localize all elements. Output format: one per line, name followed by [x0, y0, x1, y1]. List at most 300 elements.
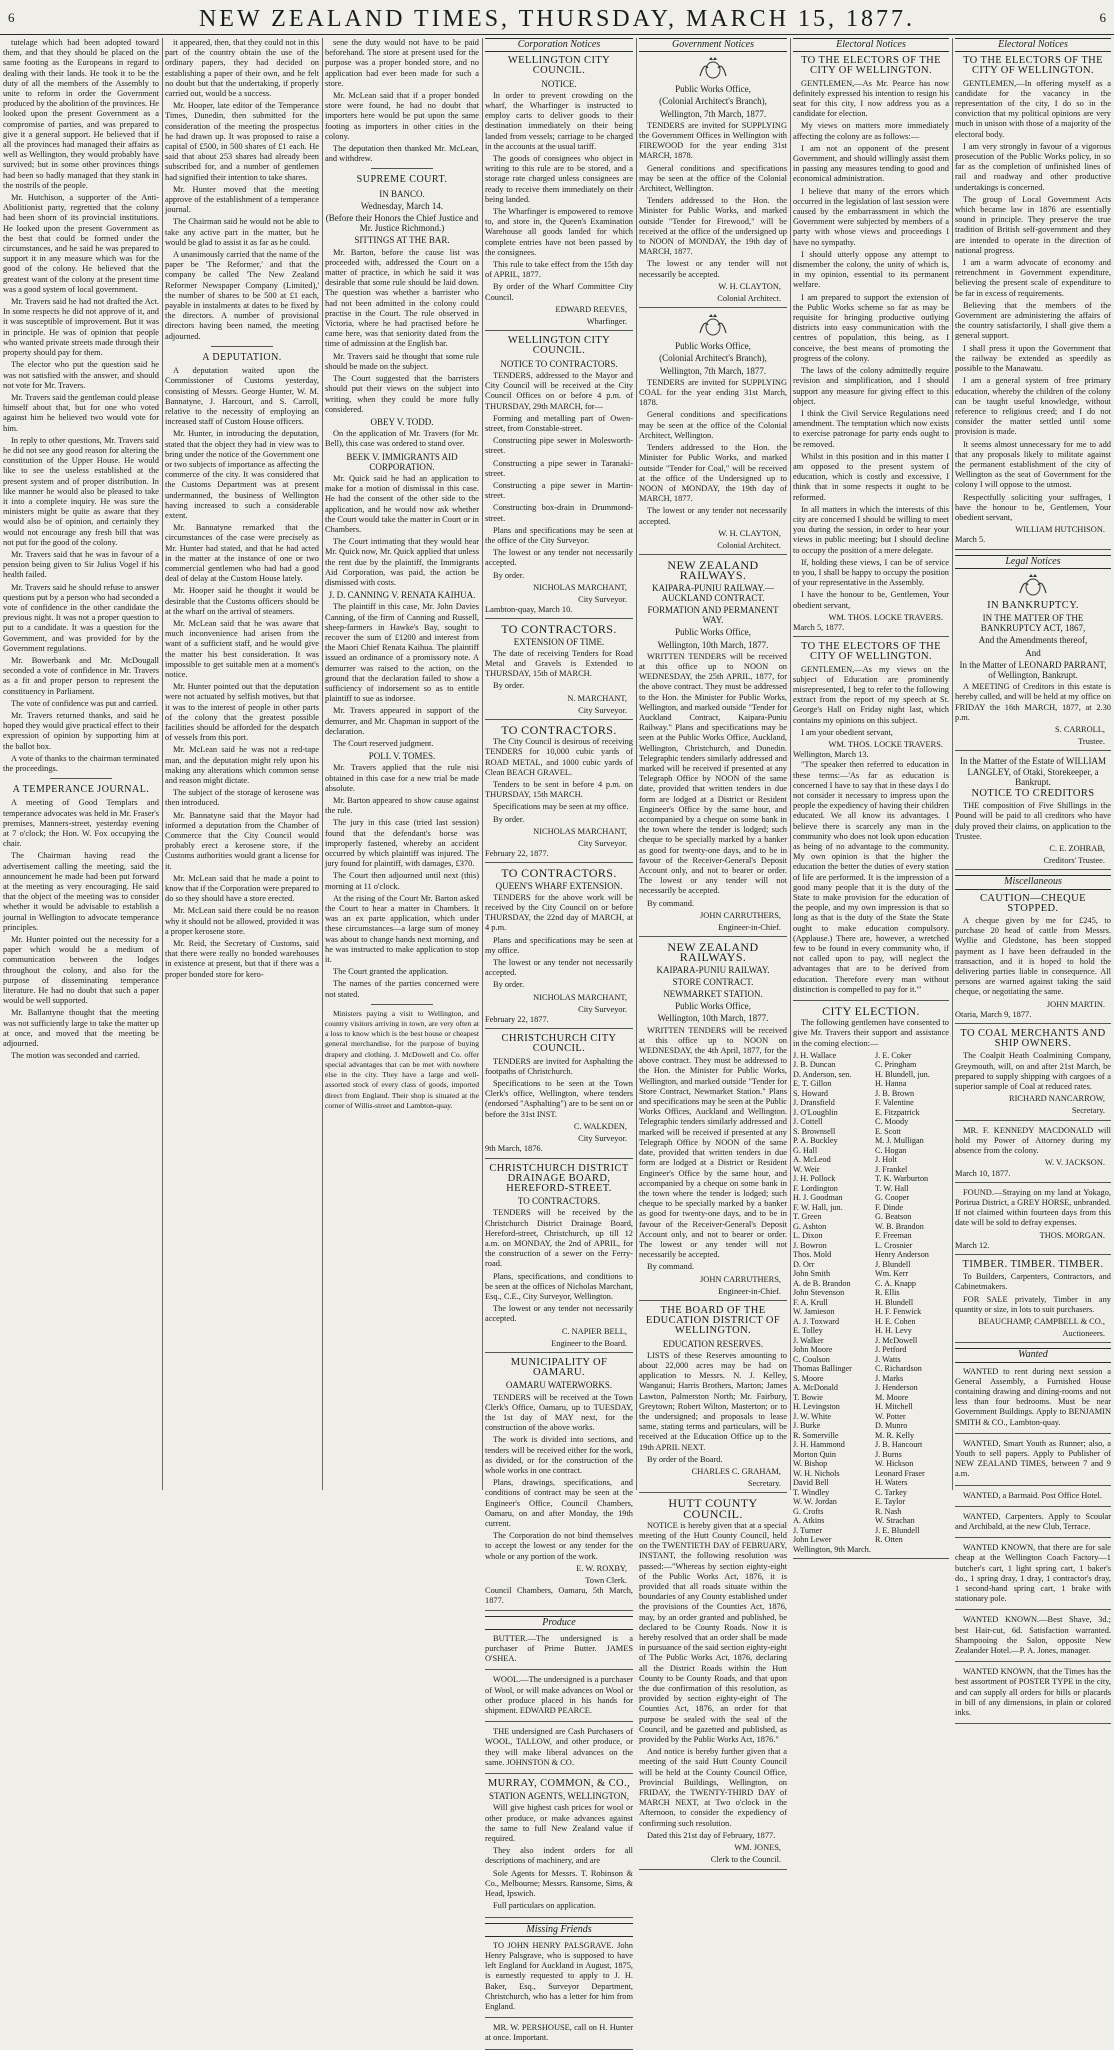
supporter-name: M. R. Kelly: [875, 1430, 915, 1440]
notice-paragraph: I am very strongly in favour of a vigorous prosecution of the Public Works policy, in so far as the completion of unfinished lines of rail and roadway and other productive undertakings is concerned.: [955, 141, 1111, 192]
article-paragraph: it appeared, then, that they could not in this part of the country obtain the use of the ordinary papers, they had decided on establishing a paper of their own, and he felt no doubt but that the undertaking, if properly carried out, would be a success.: [165, 38, 319, 99]
article-paragraph: Mr. Travers said he had not drafted the Act. In some respects he did not approve of it, and it was susceptible of improvement. But it was in principle. He was of opinion that people who wanted private streets made through their property should pay for them.: [3, 297, 159, 358]
supporter-name: F. Valentine: [875, 1098, 914, 1108]
article-paragraph: Mr. Travers said that he was in favour of a pension being given to Sir Julius Vogel if his health failed.: [3, 549, 159, 580]
notice-subtitle: KAIPARA-PUNIU RAILWAY.—AUCKLAND CONTRACT.: [651, 582, 774, 603]
supporter-name: D. Orr: [793, 1259, 815, 1269]
notice-paragraph: Respectfully soliciting your suffrages, I have the honour to be, Gentlemen, Your obedient servant,: [955, 492, 1111, 522]
notice-header: Public Works Office,: [675, 84, 751, 95]
supporter-name: R. Ellis: [875, 1288, 900, 1298]
signature-title: City Surveyor.: [578, 705, 627, 715]
article-paragraph: Mr. Travers said he should refuse to answer questions put by a person who had seconded a vote of confidence in the other candidate the previous night. It was not a proper question to put to a candidate. It was a question for the Government, and was provided for by the Government regulations.: [3, 582, 159, 653]
notice-paragraph: Specifications may be seen at my office.: [493, 802, 629, 812]
article-paragraph: The Court suggested that the barristers should put their views on the subject into writing, when they could be more fully considered.: [325, 374, 479, 414]
signature-title: Town Clerk.: [585, 1576, 627, 1586]
ad-text: WANTED, Carpenters. Apply to Scoular and Archibald, at the new Club, Terrace.: [955, 1511, 1111, 1531]
notice-paragraph: I shall press it upon the Government that the railway be extended as speedily as possible to the Manawatu.: [955, 343, 1111, 374]
supporter-name: T. Windley: [793, 1487, 830, 1497]
notice-paragraph: The lowest or any tender not necessarily accepted.: [485, 1304, 633, 1324]
supporter-name: C. Pringham: [875, 1060, 917, 1070]
article-paragraph: Mr. Barton, before the cause list was proceeded with, addressed the Court on a matter of practice, in which he said it was desirable that some rule should be laid down. The question was whether a barrister who had not been admitted in the colony could practise in the Court. The rule observed in Victoria, where he had practised before he came here, was that seniority dated from the time of admission at the English bar.: [325, 247, 479, 349]
page-number-right: 6: [1099, 10, 1106, 25]
notice-date: Wellington, 9th March.: [793, 1544, 871, 1554]
article-paragraph: The Chairman said he would not be able to take any active part in the matter, but he would be glad to assist it as far as he could.: [165, 217, 319, 247]
notice-paragraph: The lowest or any tender not necessarily accepted.: [639, 506, 787, 526]
notice-paragraph: General conditions and specifications may be seen at the office of the Colonial Architect, Wellington.: [639, 163, 787, 194]
divider: [371, 1004, 433, 1005]
notice-title: CHRISTCHURCH DISTRICT DRAINAGE BOARD, HEREFORD-STREET.: [489, 1162, 629, 1194]
signature-title: Engineer-in-Chief.: [718, 1286, 781, 1296]
notice-title: NEW ZEALAND RAILWAYS.: [667, 940, 759, 965]
case-title: POLL V. TOMES.: [368, 751, 436, 762]
notice-paragraph: Plans, specifications, and conditions to be seen at the offices of Nicholas Marchant, Esq., C.E., City Surveyor, Wellington.: [485, 1271, 633, 1301]
notice-paragraph: This rule to take effect from the 15th day of APRIL, 1877.: [485, 260, 633, 280]
supporter-name: G. Cooper: [875, 1193, 910, 1203]
supporter-name: T. W. Hall: [875, 1183, 909, 1193]
notice-header: Public Works Office,: [675, 627, 751, 638]
article-subheading: IN BANCO.: [379, 188, 425, 199]
supporter-name: H. E. Cohen: [875, 1316, 916, 1326]
wanted-ad: [955, 1615, 1111, 1662]
notice-subtitle: NOTICE.: [541, 78, 577, 89]
notice-title: MUNICIPALITY OF OAMARU.: [510, 1356, 608, 1379]
supporter-list: [793, 1051, 949, 1545]
notice-paragraph: By order of the Wharf Committee City Council.: [485, 282, 633, 302]
notice-header: (Colonial Architect's Branch),: [659, 353, 767, 364]
notice-paragraph: The group of Local Government Acts which became law in 1876 are essentially sound in principle. They preserve the true tradition of British self-government and they are intended to operate in the direction of national progress.: [955, 194, 1111, 255]
notice-paragraph: The lowest or any tender will not necessarily be accepted.: [639, 259, 787, 279]
section-header: Electoral Notices: [793, 38, 949, 52]
article-paragraph: Mr. Barton appeared to show cause against the rule.: [325, 796, 479, 816]
notice-subtitle: KAIPARA-PUNIU RAILWAY.: [656, 964, 770, 975]
supporter-name: H. Levingston: [793, 1402, 840, 1412]
supporter-name: S. Brownsell: [793, 1126, 836, 1136]
supporter-name: W. Potter: [875, 1411, 906, 1421]
notice-title: TIMBER. TIMBER. TIMBER.: [962, 1258, 1104, 1270]
column-1: [0, 38, 162, 1490]
supporter-name: D. Anderson, sen.: [793, 1069, 852, 1079]
notice-date: March 5, 1877.: [793, 622, 845, 632]
supporter-column: [793, 1051, 867, 1545]
notice-subtitle: EDUCATION RESERVES.: [662, 1338, 764, 1349]
signature: C. WALKDEN,: [573, 1121, 627, 1131]
notice-title: TO CONTRACTORS.: [501, 722, 617, 737]
notice-extension: [485, 624, 633, 720]
notice-date: Lambton-quay, March 10.: [485, 605, 573, 615]
notice-paragraph: I am not an opponent of the present Government, and should willingly assist them in passing any measures tending to good and economical administration.: [793, 143, 949, 184]
notice-date: Wellington, 10th March, 1877.: [657, 1013, 769, 1024]
notice-date: 9th March, 1876.: [485, 1144, 543, 1154]
royal-crest-icon: [696, 313, 730, 339]
signature-title: City Surveyor.: [578, 1004, 627, 1014]
notice-date: February 22, 1877.: [485, 849, 549, 859]
supporter-name: J. W. White: [793, 1411, 832, 1421]
notice-paragraph: A MEETING of Creditors in this estate is hereby called, and will be held at my office on FRIDAY the 16th MARCH, 1877, at 2.30 p.m.: [955, 682, 1111, 722]
supporter-name: G. Beatson: [875, 1212, 912, 1222]
supporter-name: J. H. Wallace: [793, 1050, 837, 1060]
ad-text: WANTED, Smart Youth as Runner; also, a Youth to sell papers. Apply to Publisher of NEW ZEALAND TIMES, between 7 and 9 a.m.: [955, 1438, 1111, 1479]
notice-paragraph: I am prepared to support the extension of the Public Works scheme so far as may be requisite for bringing productive outlying districts into easy communication with the centres of population, this being, as I conceive, the best means of promoting the progress of the colony.: [793, 292, 949, 363]
signature: C. NAPIER BELL,: [561, 1326, 627, 1336]
supporter-name: C. Richardson: [875, 1364, 922, 1374]
city-election-supporters: [793, 1006, 949, 1559]
signature: C. E. ZOHRAB,: [1049, 844, 1105, 854]
electoral-education-travers: [793, 642, 949, 1001]
supporter-name: David Bell: [793, 1478, 829, 1488]
notice-paragraph: TENDERS are invited for SUPPLYING COAL for the year ending 31st March, 1878.: [639, 377, 787, 408]
ad-subtitle: STATION AGENTS, WELLINGTON,: [489, 1791, 629, 1802]
notice-date: March 12.: [955, 1240, 990, 1250]
article-paragraph: Mr. Ballantyne thought that the meeting was not sufficiently large to take the matter up at once, and moved that the meeting be adjourned.: [3, 1008, 159, 1049]
notice-title: TO COAL MERCHANTS AND SHIP OWNERS.: [960, 1028, 1106, 1050]
signature: JOHN CARRUTHERS,: [700, 910, 781, 920]
ad-text: THE undersigned are Cash Purchasers of WOOL, TALLOW, and other produce, or they will make liberal advances on the same. JOHNSTON & CO.: [485, 1727, 633, 1767]
supporter-name: R. Otten: [875, 1535, 903, 1545]
notice-paragraph: WRITTEN TENDERS will be received at this office up to NOON on WEDNESDAY, the 25th APRIL, 1877, for the above contract. They must be addressed to the Hon. the Minister for Public Works, Wellington, and marked outside "Tender for Auckland Contract, Kaipara-Puniu Railway." Plans and specifications may be seen at the Public Works Office, Auckland, Wellington, Christchurch, and Dunedin. Telegraphic tenders similarly addressed and marked will be received if presented at any Telegraph Office by NOON of the same date, provided that written tenders in due form are lodged at a District or Resident Engineer's Office by the same hour, and accompanied by a cheque on some bank in the town where the tender is lodged; such cheque to be specially marked by a banker as good for twenty-one days, and to be in favour of the Receiver-General's Deposit Account only, and not to bearer or order. The lowest or any tender will not necessarily be accepted.: [639, 651, 787, 896]
supporter-name: J. Blundell: [875, 1259, 911, 1269]
notice-paragraph: By order.: [493, 570, 525, 580]
notice-railway-auckland: [639, 560, 787, 937]
article-paragraph: Mr. Bannatyne remarked that the circumstances of the case were precisely as Mr. Hunter had stated, and that he had acted in the matter at the instance of one or two commercial gentlemen who had had a good deal of delay at the Custom House lately.: [165, 523, 319, 584]
supporter-name: M. Moore: [875, 1392, 909, 1402]
notice-date: March 5.: [955, 535, 986, 545]
supporter-name: L. Crosnier: [875, 1240, 913, 1250]
notice-paragraph: Believing that the members of the Government are administering the affairs of the country satisfactorily, I shall give them a general support.: [955, 300, 1111, 341]
signature-title: City Surveyor.: [578, 839, 627, 849]
royal-crest-icon: [696, 56, 730, 82]
supporter-name: E. Tolley: [793, 1326, 823, 1336]
article-paragraph: The Court reserved judgment.: [333, 739, 434, 748]
supporter-name: A. J. Toxward: [793, 1316, 840, 1326]
article-paragraph: A deputation waited upon the Commissioner of Customs yesterday, consisting of Messrs. George Hunter, W. M. Bannatyne, J. Harcourt, and S. Carroll, relative to the necessity of employing an increased staff of Custom House officers.: [165, 366, 319, 427]
notice-title: NEW ZEALAND RAILWAYS.: [667, 558, 759, 583]
supporter-name: R. Somerville: [793, 1430, 839, 1440]
article-paragraph: Mr. Quick said he had an application to make for a motion of dismissal in this case. He had the consent of the other side to the application, and he would now ask whether the Court would take the matter in Court or in Chambers.: [325, 473, 479, 534]
supporter-name: J. B. Brown: [875, 1088, 915, 1098]
column-3: [322, 38, 482, 1490]
signature-title: Secretary.: [1071, 1106, 1105, 1116]
notice-subtitle: FORMATION AND PERMANENT WAY.: [647, 604, 779, 626]
wanted-ad: [955, 1439, 1111, 1486]
notice-paragraph: By order.: [493, 980, 525, 990]
signature-title: Engineer to the Board.: [551, 1338, 627, 1348]
notice-paragraph: By order.: [493, 681, 525, 691]
supporter-name: John Lewer: [793, 1535, 832, 1545]
supporter-name: J. Cottell: [793, 1117, 823, 1127]
signature-title: Secretary.: [747, 1479, 781, 1489]
signature: W. H. CLAYTON,: [718, 528, 781, 538]
article-paragraph: The plaintiff in this case, Mr. John Davies Canning, of the firm of Canning and Russell, sheep-farmers in Hawke's Bay, sought to recover the sum of £1200 and interest from the Maori Chief Renata Kaihua. The plaintiff issued an ordinance of a promissory note. A demurrer was raised to the action, on the ground that the declaration failed to show a sufficiency of indorsement so as to entitle plaintiff to sue as indorsee.: [325, 602, 479, 704]
signature: NICHOLAS MARCHANT,: [533, 992, 627, 1002]
signature: E. W. ROXBY,: [576, 1563, 627, 1573]
notice-title: TO CONTRACTORS.: [501, 866, 617, 881]
electoral-address-travers: [793, 56, 949, 637]
misc-cheque-stopped: [955, 894, 1111, 1024]
article-heading: A TEMPERANCE JOURNAL.: [12, 784, 150, 796]
column-7: [952, 38, 1114, 1718]
notice-paragraph: FOR SALE privately, Timber in any quantity or size, in lots to suit purchasers.: [955, 1294, 1111, 1314]
article-subheading: (Before their Honors the Chief Justice and Mr. Justice Richmond.): [325, 213, 479, 234]
notice-subtitle: IN THE MATTER OF THE BANKRUPTCY ACT, 1867,: [980, 612, 1086, 634]
notice-paragraph: By command.: [647, 1262, 694, 1272]
signature-title: City Surveyor.: [578, 594, 627, 604]
supporter-name: W. Strachan: [875, 1516, 915, 1526]
notice-paragraph: Tenders addressed to the Hon. the Minister for Public Works, and marked outside "Tender for Firewood," will be received at the office of the undersigned up to NOON of MONDAY, the 19th day of MARCH, 1877.: [639, 196, 787, 257]
supporter-name: F. Freeman: [875, 1231, 912, 1241]
article-paragraph: A vote of thanks to the chairman terminated the proceedings.: [3, 753, 159, 774]
notice-title: HUTT COUNTY COUNCIL.: [668, 1496, 758, 1521]
signature: JOHN CARRUTHERS,: [700, 1274, 781, 1284]
signature: NICHOLAS MARCHANT,: [533, 582, 627, 592]
notice-paragraph: Specifications to be seen at the Town Clerk's office, Wellington, where tenders (endorsed "Asphalting") are to be sent on or before the 31st INST.: [485, 1079, 633, 1119]
notice-paragraph: And notice is hereby further given that a meeting of the said Hutt County Council will be held at the County Council Office, Provincial Buildings, Wellington, on FRIDAY, the TWENTY-THIRD DAY of MARCH NEXT, at Two o'clock in the Afternoon, to consider the expediency of confirming such resolution.: [639, 1747, 787, 1828]
legal-bankruptcy: [955, 573, 1111, 752]
supporter-name: S. Moore: [793, 1373, 824, 1383]
notice-paragraph: WRITTEN TENDERS will be received at this office up to NOON on WEDNESDAY, the 4th April, 1877, for the above contract. They must be addressed to the Hon. the Minister for Public Works, Wellington, and marked outside "Tender for Store Contract, Newmarket Station." Plans and specifications may be seen at the Public Works Offices, Auckland and Wellington. Telegraphic tenders similarly addressed and marked will be received if presented at any Telegraph Office by NOON of the same date, provided that written tenders in due form are lodged at a District or Resident Engineer's Office by the same hour, and accompanied by a cheque on some bank in the town where the tender is lodged; such cheque to be specially marked by a banker as good for twenty-one days, and to be in favour of the Receiver-General's Deposit Account only, and not to bearer or order. The lowest or any tender will not necessarily be accepted.: [639, 1025, 787, 1260]
notice-oamaru: [485, 1358, 633, 1611]
article-paragraph: Mr. Travers said the gentleman could please himself about that, but for one who voted against him he believed two would vote for him.: [3, 392, 159, 433]
notice-title: CHRISTCHURCH CITY COUNCIL.: [501, 1033, 617, 1055]
notice-paragraph: Constructing box-drain in Drummond-street.: [485, 503, 633, 523]
article-paragraph: The Court then adjourned until next (this) morning at 11 o'clock.: [325, 871, 479, 891]
notice-title: TO THE ELECTORS OF THE CITY OF WELLINGTON.: [801, 55, 941, 77]
notice-paragraph: Plans and specifications may be seen at my office.: [485, 935, 633, 955]
advertising-note: Ministers paying a visit to Wellington, and country visitors arriving in town, are very often at a loss to know which is the best house or cheapest general merchandise, for the purpose of buying drapery and clothing. J. McDowell and Co. offer special advantages that can be met with nowhere else in the city. They have a large and well-assorted stock of every class of goods, imported direct from England. Their shop is situated at the corner of Willis-street and Lambton-quay.: [325, 1008, 479, 1110]
notice-paragraph: GENTLEMEN,—As Mr. Pearce has now definitely expressed his intention to resign his seat for this city, I now address you as a candidate for election.: [793, 78, 949, 119]
notice-paragraph: I am a general system of free primary education, whereby the children of the colony can be taught useful knowledge, without reference to religious creed; and I do not consider the matter settled until some provision is made.: [955, 376, 1111, 437]
notice-date: Wellington, 7th March, 1877.: [659, 108, 767, 119]
ad-text: WANTED to rent during next session a General Assembly, a Furnished House containing drawing and dining-rooms and not less than four bedrooms. Must be near Government Buildings. Apply to BENJAMIN SMITH & CO., Lambton-quay.: [955, 1366, 1111, 1427]
notice-title: THE BOARD OF THE EDUCATION DISTRICT OF WELLINGTON.: [645, 1304, 781, 1337]
divider: [371, 168, 433, 169]
notice-title: IN BANKRUPTCY.: [987, 599, 1079, 611]
notice-paragraph: In all matters in which the interests of this city are concerned I should be willing to meet you during the session, in order to hear your views in public meeting; but I should decline to occupy the position of a mere delegate.: [793, 504, 949, 555]
article-paragraph: Mr. Travers returned thanks, and said he hoped they would give practical effect to their expression of opinion by supporting him at the ballot box.: [3, 711, 159, 751]
signature: BEAUCHAMP, CAMPBELL & CO.,: [978, 1316, 1105, 1326]
supporter-name: W. Hickson: [875, 1459, 914, 1469]
case-title: OBEY V. TODD.: [370, 416, 434, 427]
notice-coal: [639, 313, 787, 555]
notice-drainage-board: [485, 1164, 633, 1353]
notice-paragraph: By order.: [493, 814, 525, 824]
supporter-name: Leonard Fraser: [875, 1468, 925, 1478]
supporter-name: P. A. Buckley: [793, 1136, 838, 1146]
supporter-name: A. McDonald: [793, 1383, 839, 1393]
article-paragraph: The motion was seconded and carried.: [11, 1051, 140, 1061]
notice-paragraph: TENDERS for the above work will be received by the City Council on or before THURSDAY, the 22nd day of MARCH, at 4 p.m.: [485, 892, 633, 933]
notice-paragraph: I should utterly oppose any attempt to dismember the colony, the unity of which is, in my opinion, essential to its permanent welfare.: [793, 249, 949, 290]
notice-paragraph: The work is divided into sections, and tenders will be received either for the work, as divided, or for the construction of the whole works in one contract.: [485, 1435, 633, 1475]
notice-paragraph: Constructing pipe sewer in Molesworth-street.: [485, 436, 633, 456]
signature: JOHN MARTIN.: [1046, 999, 1105, 1009]
electoral-address-hutchison: [955, 56, 1111, 549]
article-paragraph: Mr. McLean said that he was aware that much inconvenience had arisen from the want of a sufficient staff, and he would give the matter his best consideration. It was impossible to get suitable men at a moment's notice.: [165, 618, 319, 679]
wanted-ad: [955, 1512, 1111, 1538]
notice-title: CAUTION—CHEQUE STOPPED.: [980, 892, 1086, 914]
notice-paragraph: TENDERS are invited for SUPPLYING the Government Offices in Wellington with FIREWOOD for the year ending 31st MARCH, 1878.: [639, 120, 787, 161]
notice-paragraph: Whilst in this position and in this matter I am opposed to the present system of education, which is costly and excessive, I think that in some respects it ought to be reformed.: [793, 451, 949, 502]
article-paragraph: The elector who put the question said he was not satisfied with the answer, and should not vote for Mr. Travers.: [3, 360, 159, 390]
article-paragraph: The jury in this case (tried last session) found that the defendant's horse was improperly fastened, whereby an accident occurred by which plaintiff was injured. The jury found for plaintiff, with damages, £370.: [325, 818, 479, 869]
supporter-name: G. Crofts: [793, 1506, 824, 1516]
notice-date: March 10, 1877.: [955, 1168, 1011, 1178]
supporter-name: A. de B. Brandon: [793, 1278, 851, 1288]
notice-header: (Colonial Architect's Branch),: [659, 96, 767, 107]
notice-paragraph: Tenders addressed to the Hon. the Minister for Public Works, and marked outside "Tender for Coal," will be received at the office of the Undersigned up to NOON of MONDAY, the 19th day of MARCH, 1877.: [639, 443, 787, 504]
ad-text: MR. W. PERSHOUSE, call on H. Hunter at once. Important.: [485, 2023, 633, 2043]
supporter-name: C. Moody: [875, 1117, 909, 1127]
supporter-name: John Smith: [793, 1269, 831, 1279]
supporter-name: J. Frankel: [875, 1164, 908, 1174]
notice-date: Wellington, 7th March, 1877.: [659, 365, 767, 376]
ad-cash-purchasers: [485, 1727, 633, 1774]
notice-date: Wellington, March 13.: [793, 750, 869, 760]
ad-title: MURRAY, COMMON, & CO.,: [487, 1778, 631, 1790]
notice-subtitle: STORE CONTRACT.: [672, 976, 754, 987]
article-paragraph: Mr. Bowerbank and Mr. McDougall seconded a vote of confidence in Mr. Travers as a fit and proper person to represent the constituency in Parliament.: [3, 655, 159, 696]
notice-paragraph: In order to prevent crowding on the wharf, the Wharfinger is instructed to employ carts to deliver goods to their destination immediately on their being landed from vessels; carriage to be charged in the accounts at the usual tariff.: [485, 90, 633, 151]
article-paragraph: Mr. Hunter, in introducing the deputation, stated that the object they had in view was to bring under the notice of the Government one or two subjects of importance as affecting the commerce of the city. It was considered that the Customs Department was at present undermanned, the business of Wellington having increased to such a considerable extent.: [165, 429, 319, 520]
article-paragraph: Mr. McLean said that if a proper bonded store were found, he had no doubt that importers here would be put upon the same footing as importers in other cities in the colony.: [325, 91, 479, 141]
article-subheading: SITTINGS AT THE BAR.: [354, 235, 450, 246]
notice-railway-store: [639, 942, 787, 1301]
supporter-name: J. E. Blundell: [875, 1525, 920, 1535]
supporter-name: C. Tarkey: [875, 1487, 908, 1497]
notice-date: Otaria, March 9, 1877.: [955, 1009, 1032, 1019]
ad-text: They also indent orders for all descriptions of machinery, and are: [485, 1846, 633, 1866]
notice-paragraph: TENDERS are invited for Asphalting the footpaths of Christchurch.: [485, 1056, 633, 1076]
notice-subtitle: In the Matter of the Estate of WILLIAM LANGLEY, of Otaki, Storekeeper, a Bankrupt.: [959, 756, 1107, 787]
notice-title: NOTICE TO CREDITORS: [971, 788, 1095, 799]
article-paragraph: Mr. Hooper said he thought it would be desirable that the Customs officers should be at the wharf on the arrival of steamers.: [165, 586, 319, 616]
signature: N. MARCHANT,: [567, 693, 627, 703]
article-heading: A DEPUTATION.: [202, 351, 282, 363]
notice-paragraph: I believe that many of the errors which occurred in the legislation of last session were caused by the embarrassment in which the Government were subjected by members of a party with whose views and proceedings I have no sympathy.: [793, 186, 949, 247]
signature-title: Creditors' Trustee.: [1043, 856, 1105, 866]
notice-education-board: [639, 1306, 787, 1493]
notice-paragraph: The following gentlemen have consented to give Mr. Travers their support and assistance in the coming election:—: [793, 1018, 949, 1048]
signature-title: Colonial Architect.: [717, 294, 781, 304]
signature: W. V. JACKSON.: [1044, 1158, 1105, 1168]
supporter-name: J. McDowell: [875, 1335, 918, 1345]
article-heading: SUPREME COURT.: [356, 174, 448, 186]
signature-title: Colonial Architect.: [717, 540, 781, 550]
notice-subtitle: In the Matter of LEONARD PARRANT, of Wellington, Bankrupt.: [959, 659, 1107, 680]
ad-text: WANTED KNOWN.—Best Shave, 3d.; best Hair-cut, 6d. Satisfaction warranted. Shampooing the Salon, opposite New Zealander Hotel.—P. A. Jones, manager.: [955, 1615, 1111, 1656]
ad-text: Full particulars on application.: [493, 1901, 596, 1911]
supporter-name: W. H. Nichols: [793, 1468, 840, 1478]
supporter-name: H. H. Levy: [875, 1326, 912, 1336]
notice-header: Public Works Office,: [675, 1001, 751, 1012]
notice-paragraph: Dated this 21st day of February, 1877.: [647, 1830, 776, 1840]
supporter-name: J. O'Loughlin: [793, 1107, 838, 1117]
wanted-ad: [955, 1667, 1111, 1724]
supporter-name: Wm. Kerr: [875, 1269, 909, 1279]
supporter-name: C. A. Knapp: [875, 1278, 916, 1288]
article-paragraph: In reply to other questions, Mr. Travers said he did not see any good reason for altering the constitution of the Upper House. He would like to see the useless established at the present system and of proper distribution. In like manner he would also be pleased to take it into a complete inquiry. He was sure the ministers might be quite as aware that they would also be of opinion, and certainly they would not encourage any fresh bill that was not put for the good of the colony.: [3, 435, 159, 547]
supporter-name: E. Fitzpatrick: [875, 1107, 920, 1117]
divider: [50, 778, 112, 779]
notice-hutt-county: [639, 1498, 787, 1869]
signature: RICHARD NANCARROW,: [1008, 1094, 1105, 1104]
notice-subtitle: And: [1025, 647, 1041, 658]
supporter-name: M. J. Mulligan: [875, 1136, 924, 1146]
notice-wharf: [485, 56, 633, 331]
section-header: Legal Notices: [955, 555, 1111, 569]
ad-text: Sole Agents for Messrs. T. Robinson & Co., Melbourne; Messrs. Ransome, Sims, & Head, Ipswich.: [485, 1868, 633, 1899]
royal-crest-icon: [1016, 573, 1050, 599]
supporter-name: J. Marks: [875, 1373, 904, 1383]
notice-paragraph: GENTLEMEN,—As my views on the subject of Education are prominently misrepresented, I beg to refer to the following extract from the report of my speech at St. George's Hall on Friday night last, which contains my opinions on this subject.: [793, 664, 949, 725]
notice-paragraph: The Coalpit Heath Coalmining Company, Greymouth, will, on and after 21st March, be prepared to supply shipping with cargoes of a superior sample of Coal at reduced rates.: [955, 1051, 1111, 1092]
notice-paragraph: Tenders to be sent in before 4 p.m. on THURSDAY, 15th MARCH.: [485, 780, 633, 800]
section-header: Missing Friends: [485, 1923, 633, 1937]
supporter-name: W. Weir: [793, 1164, 820, 1174]
supporter-name: W. B. Brandon: [875, 1221, 924, 1231]
notice-paragraph: I think the Civil Service Regulations need amendment. The temptation which now exists to exercise patronage for party ends ought to be removed.: [793, 408, 949, 449]
notice-title: TO CONTRACTORS.: [501, 622, 617, 637]
signature: CHARLES C. GRAHAM,: [691, 1466, 781, 1476]
notice-subtitle: EXTENSION OF TIME.: [513, 636, 605, 647]
supporter-name: J. H. Pollock: [793, 1174, 836, 1184]
article-paragraph: Mr. Reid, the Secretary of Customs, said that there were really no bonded warehouses in existence at present, but that if there was a proper bonded store for kero-: [165, 939, 319, 979]
supporter-name: L. Dixon: [793, 1231, 823, 1241]
column-6: [790, 38, 952, 1554]
ad-text: WANTED KNOWN, that there are for sale cheap at the Wellington Coach Factory—1 butcher's cart, 1 light spring cart, 1 baker's do., 1 spring dray, 1 dray, 1 contractor's dray, 1 second-hand spring cart, 1 brake with stationary pole.: [955, 1543, 1111, 1604]
notice-title: TO THE ELECTORS OF THE CITY OF WELLINGTON.: [963, 55, 1103, 77]
supporter-name: J. Henderson: [875, 1383, 918, 1393]
supporter-name: T. Green: [793, 1212, 822, 1222]
notice-road-metal: [485, 722, 633, 863]
supporter-name: G. Hall: [793, 1145, 818, 1155]
article-paragraph: The Court granted the application.: [333, 967, 449, 977]
masthead: [0, 0, 1114, 35]
supporter-name: H. Blundell, jun.: [875, 1069, 930, 1079]
ad-text: Will give highest cash prices for wool or other produce, or make advances against the same to full New Zealand value if required.: [485, 1803, 633, 1844]
supporter-name: J. Dransfield: [793, 1098, 835, 1108]
article-paragraph: The names of the parties concerned were not stated.: [325, 979, 479, 999]
section-header: Electoral Notices: [955, 38, 1111, 52]
section-header: Corporation Notices: [485, 38, 633, 52]
supporter-name: T. K. Warburton: [875, 1174, 929, 1184]
notice-paragraph: THE composition of Five Shillings in the Pound will be paid to all creditors who have duly proved their claims, on application to the Trustee.: [955, 801, 1111, 841]
notice-paragraph: LISTS of these Reserves amounting to about 22,000 acres may be had on application to Messrs. N. J. Kelley, Wanganui; Harris Brothers, Marton; James Lawton, Palmerston North; Mr. Fairbury, Greytown; Robert Wilton, Masterton; or to the undersigned; and proposals to lease same, stating terms and particulars, will be received at the Education Office up to the 19th APRIL NEXT.: [639, 1350, 787, 1452]
notice-paragraph: The lowest or any tender not necessarily accepted.: [485, 958, 633, 978]
signature-title: City Surveyor.: [578, 1134, 627, 1144]
notice-paragraph: MR. F. KENNEDY MACDONALD will hold my Power of Attorney during my absence from the colony.: [955, 1125, 1111, 1156]
divider: [211, 346, 273, 347]
article-paragraph: Mr. Hunter moved that the meeting approve of the establishment of a temperance journal.: [165, 184, 319, 215]
ad-palsgrave: [485, 1941, 633, 2018]
notice-paragraph: Plans and specifications may be seen at the office of the City Surveyor.: [485, 525, 633, 545]
supporter-name: J. E. Coker: [875, 1050, 912, 1060]
article-paragraph: The Court intimating that they would hear Mr. Quick now, Mr. Quick applied that unless the rent due by the plaintiff, the Immigrants Aid Corporation, was paid, the action be dismissed with costs.: [325, 537, 479, 587]
notice-paragraph: I am a warm advocate of economy and retrenchment in Government expenditure, believing the present scale of expenditure to be far in excess of requirements.: [955, 258, 1111, 298]
supporter-name: F. Lordington: [793, 1183, 838, 1193]
supporter-name: D. Munro: [875, 1421, 908, 1431]
notice-title: WELLINGTON CITY COUNCIL.: [507, 55, 611, 77]
article-paragraph: Mr. Travers appeared in support of the demurrer, and Mr. Chapman in support of the declaration.: [325, 706, 479, 736]
notice-title: WELLINGTON CITY COUNCIL.: [507, 335, 611, 357]
signature: THOS. MORGAN.: [1039, 1230, 1105, 1240]
section-header: Wanted: [955, 1348, 1111, 1362]
supporter-name: J. Turner: [793, 1525, 823, 1535]
section-header: Miscellaneous: [955, 875, 1111, 889]
section-header: Produce: [485, 1616, 633, 1630]
ad-text: WANTED, a Barmaid. Post Office Hotel.: [963, 1490, 1102, 1500]
notice-paragraph: The date of receiving Tenders for Road Metal and Gravels is Extended to THURSDAY, 15th of MARCH.: [485, 648, 633, 679]
case-title: BEEK V. IMMIGRANTS AID CORPORATION.: [346, 451, 458, 472]
